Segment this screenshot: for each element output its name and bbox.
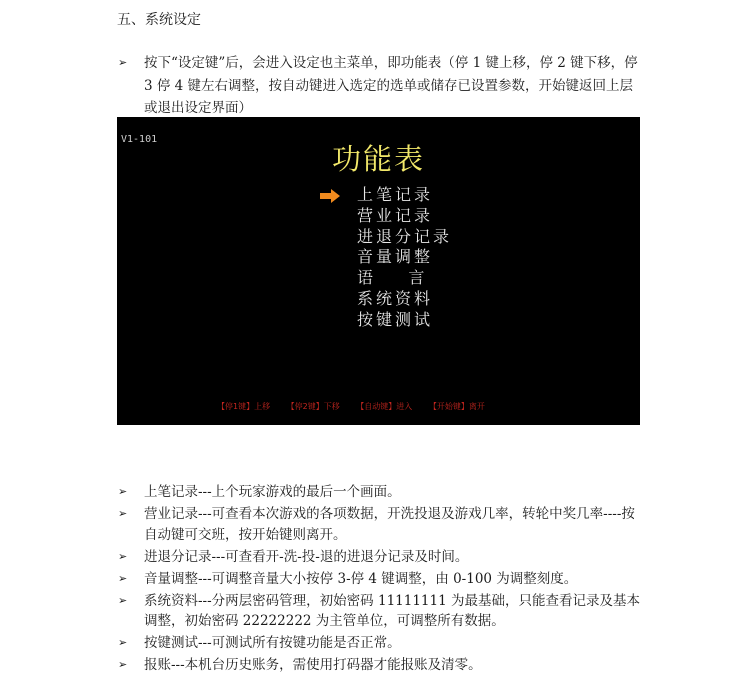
section-heading: 五、系统设定 [117, 12, 201, 28]
bullet-arrow-icon: ➢ [118, 56, 128, 69]
version-label: V1-101 [121, 134, 158, 145]
key-hint-bar [217, 401, 499, 412]
menu-pointer-icon [320, 189, 340, 203]
list-item [118, 482, 640, 503]
bullet-arrow-icon: ➢ [118, 636, 128, 649]
list-item [118, 655, 640, 676]
list-item [118, 504, 640, 545]
bullet-arrow-icon: ➢ [118, 571, 128, 585]
list-item-text: 系统资料---分两层密码管理，初始密码 11111111 为最基础，只能查看记录及基本调整，初始密码 22222222 为主管单位，可调整所有数据。 [144, 592, 640, 629]
bullet-arrow-icon: ➢ [118, 593, 128, 607]
bullet-arrow-icon: ➢ [118, 658, 128, 671]
hint-move-up: 【停1键】上移 [217, 402, 271, 411]
menu-item-credit-record[interactable]: 进退分记录 [357, 226, 453, 246]
hint-enter: 【自动键】进入 [356, 402, 413, 411]
function-menu-screenshot [117, 117, 640, 425]
menu-item-business-record[interactable]: 营业记录 [357, 205, 434, 225]
intro-paragraph [118, 52, 638, 120]
list-item-text: 上笔记录---上个玩家游戏的最后一个画面。 [144, 484, 401, 500]
menu-list [357, 185, 452, 331]
bullet-arrow-icon: ➢ [118, 507, 128, 520]
bullet-arrow-icon: ➢ [118, 485, 128, 498]
menu-item-volume[interactable]: 音量调整 [357, 247, 434, 267]
feature-description-list [118, 482, 640, 677]
hint-leave: 【开始键】离开 [428, 402, 485, 411]
list-item-text: 进退分记录---可查看开-洗-投-退的进退分记录及时间。 [144, 548, 469, 565]
list-item [118, 569, 640, 590]
list-item [118, 633, 640, 654]
intro-text: 按下“设定键”后，会进入设定也主菜单，即功能表（停 1 键上移，停 2 键下移，停 3 停 4 键左右调整，按自动键进入选定的选单或储存已设置参数，开始键返回上层或退出设定界面） [144, 55, 638, 116]
list-item-text: 音量调整---可调整音量大小按停 3-停 4 键调整，由 0-100 为调整刻度。 [144, 570, 578, 587]
menu-title: 功能表 [332, 142, 426, 176]
hint-move-down: 【停2键】下移 [286, 402, 340, 411]
bullet-arrow-icon: ➢ [118, 549, 128, 563]
list-item-text: 报账---本机台历史账务，需使用打码器才能报账及清零。 [144, 657, 482, 673]
list-item-text: 按键测试---可测试所有按键功能是否正常。 [144, 635, 401, 651]
menu-item-language[interactable]: 语 言 [357, 268, 428, 288]
menu-item-key-test[interactable]: 按键测试 [357, 309, 434, 329]
list-item-text: 营业记录---可查看本次游戏的各项数据，开洗投退及游戏几率，转轮中奖几率----按自动键可交班，按开始键则离开。 [144, 506, 635, 543]
menu-item-last-record[interactable]: 上笔记录 [357, 185, 434, 204]
list-item [118, 591, 640, 632]
menu-item-system-info[interactable]: 系统资料 [357, 288, 434, 308]
list-item [118, 547, 640, 568]
